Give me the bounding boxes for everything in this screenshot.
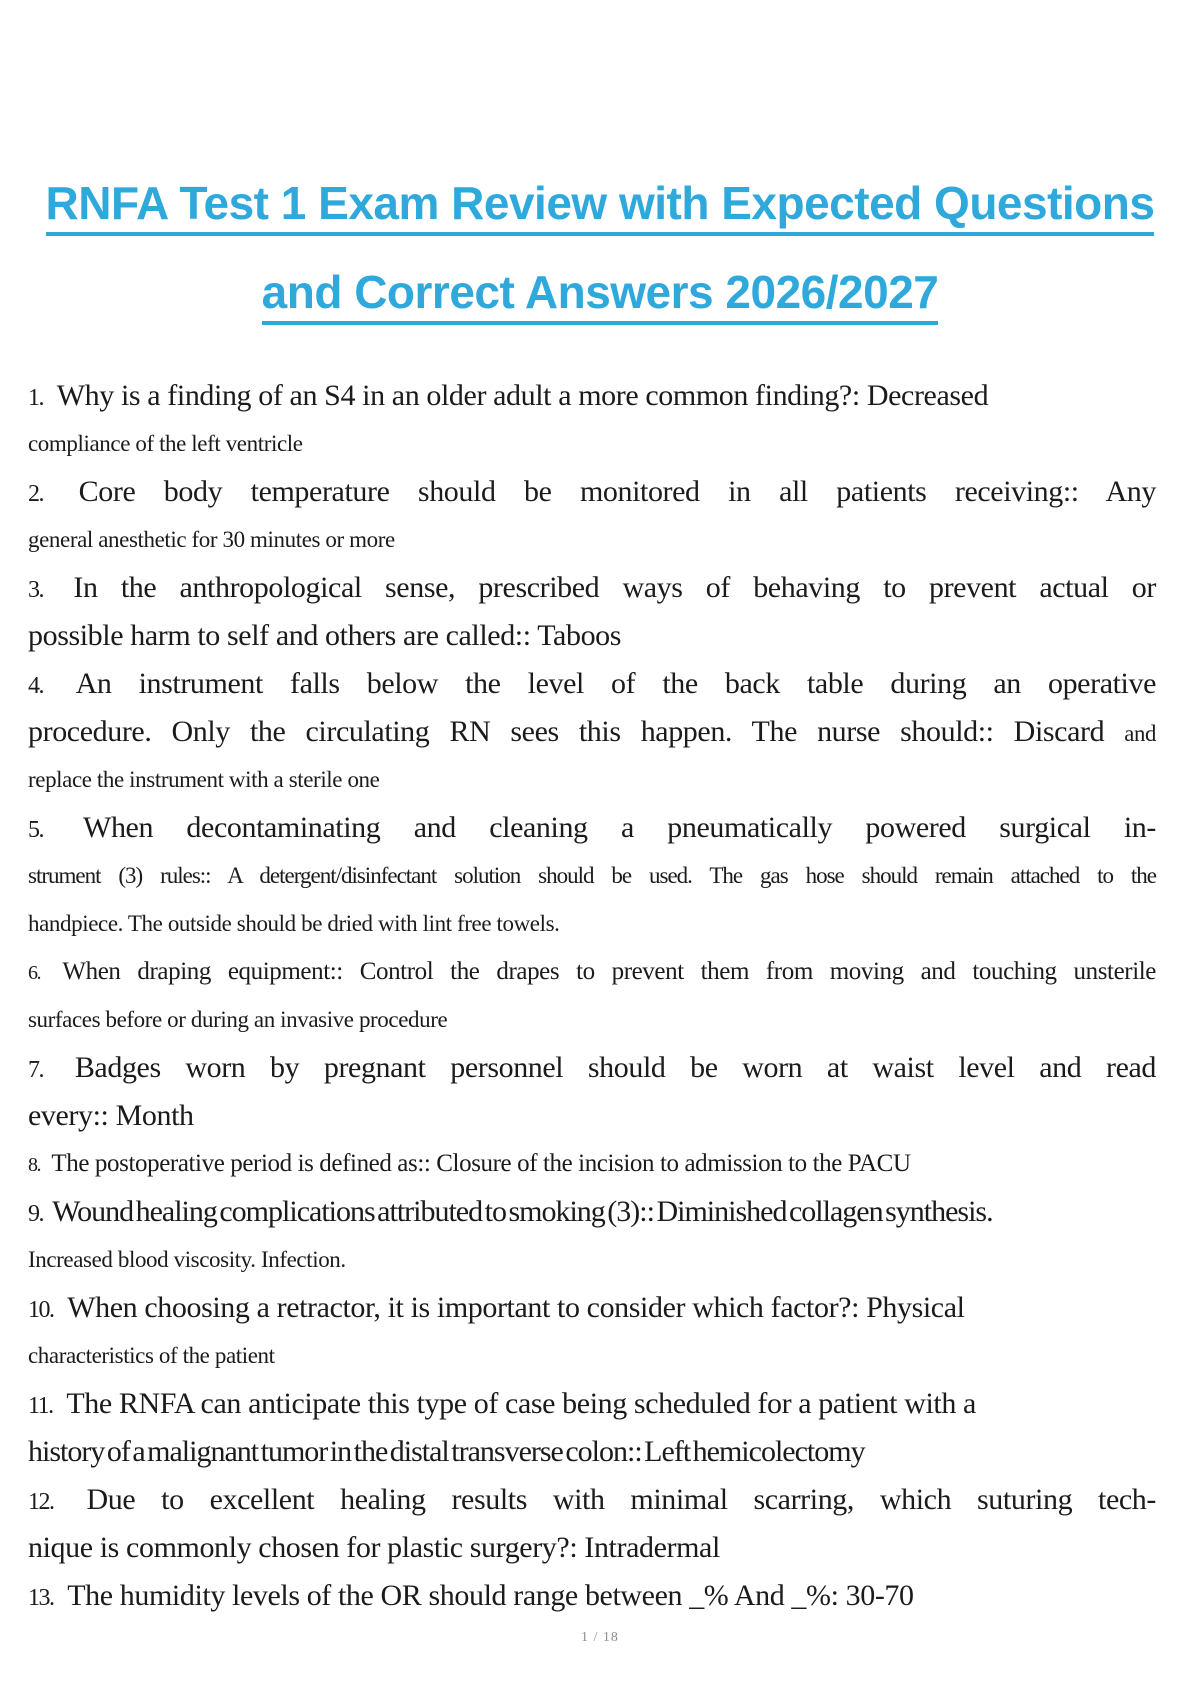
question-line (28, 1332, 1156, 1380)
question-text: In the anthropological sense, prescribed ways of behaving to prevent actual or (73, 571, 1156, 604)
question-line (28, 1044, 1156, 1092)
question-text: An instrument falls below the level of the back table during an operative (75, 667, 1156, 700)
question-text: replace the instrument with a sterile one (28, 767, 380, 792)
question-text: Why is a finding of an S4 in an older adult a more common finding?: Decreased (56, 379, 989, 412)
question-text: Wound healing complications attributed to smoking (3):: Diminished collagen synthesis. (52, 1195, 993, 1228)
question-number: 8. (28, 1154, 40, 1176)
question-text: possible harm to self and others are called:: Taboos (28, 619, 622, 652)
question-text: characteristics of the patient (28, 1343, 275, 1368)
question-line (28, 1092, 1156, 1140)
question-line (28, 1284, 1156, 1332)
question-line (28, 420, 1156, 468)
question-line (28, 1428, 1156, 1476)
question-number: 9. (28, 1201, 43, 1227)
question-line (28, 660, 1156, 708)
question-line (28, 852, 1156, 900)
question-text: handpiece. The outside should be dried with lint free towels. (28, 911, 560, 936)
question-number: 1. (28, 385, 43, 411)
question-number: 3. (28, 577, 43, 603)
question-text: surfaces before or during an invasive procedure (28, 1007, 448, 1032)
question-text: nique is commonly chosen for plastic surgery?: Intradermal (28, 1531, 720, 1564)
question-text: The postoperative period is defined as:: Closure of the incision to admission to the PACU (51, 1150, 911, 1177)
question-line (28, 1572, 1156, 1620)
question-text: The RNFA can anticipate this type of case being scheduled for a patient with a (66, 1387, 976, 1420)
question-line (28, 948, 1156, 996)
title-line-1 (0, 177, 1200, 236)
question-number: 10. (28, 1297, 54, 1323)
title-text-2: and Correct Answers 2026/2027 (262, 269, 939, 325)
question-line (28, 708, 1156, 756)
page-number: 1 / 18 (581, 1630, 619, 1645)
question-text: The humidity levels of the OR should range between _% And _%: 30-70 (67, 1579, 914, 1612)
question-text: procedure. Only the circulating RN sees this happen. The nurse should:: Discard (28, 715, 1105, 748)
question-line (28, 1476, 1156, 1524)
question-text: history of a malignant tumor in the distal transverse colon:: Left hemicolectomy (28, 1435, 865, 1468)
document-title (0, 177, 1200, 358)
question-line (28, 1380, 1156, 1428)
question-text: every:: Month (28, 1099, 194, 1132)
question-text: When decontaminating and cleaning a pneumatically powered surgical in- (83, 811, 1156, 844)
question-line (28, 1524, 1156, 1572)
question-text: strument (3) rules:: A detergent/disinfectant solution should be used. The gas hose should remain attached to the (28, 863, 1156, 888)
question-text: Increased blood viscosity. Infection. (28, 1247, 346, 1272)
question-line (28, 612, 1156, 660)
question-line (28, 564, 1156, 612)
question-number: 11. (28, 1393, 53, 1419)
question-line (28, 1188, 1156, 1236)
question-line (28, 468, 1156, 516)
question-number: 7. (28, 1057, 43, 1083)
question-list (28, 372, 1156, 1620)
question-line (28, 756, 1156, 804)
question-line (28, 1236, 1156, 1284)
question-number: 5. (28, 817, 43, 843)
question-line (28, 996, 1156, 1044)
question-number: 6. (28, 962, 40, 984)
question-text: Due to excellent healing results with minimal scarring, which suturing tech- (86, 1483, 1156, 1516)
question-line (28, 516, 1156, 564)
question-text: Core body temperature should be monitored in all patients receiving:: Any (78, 475, 1156, 508)
question-text: When choosing a retractor, it is important to consider which factor?: Physical (67, 1291, 965, 1324)
question-line (28, 1140, 1156, 1188)
question-text: Badges worn by pregnant personnel should be worn at waist level and read (74, 1051, 1156, 1084)
question-line (28, 804, 1156, 852)
question-number: 4. (28, 673, 43, 699)
question-text: When draping equipment:: Control the drapes to prevent them from moving and touching unsterile (62, 958, 1156, 985)
question-text: general anesthetic for 30 minutes or more (28, 527, 395, 552)
question-number: 2. (28, 481, 43, 507)
question-number: 13. (28, 1585, 54, 1611)
question-line (28, 900, 1156, 948)
question-number: 12. (28, 1489, 54, 1515)
question-text: compliance of the left ventricle (28, 431, 303, 456)
title-text-1: RNFA Test 1 Exam Review with Expected Questions (46, 180, 1155, 236)
question-line (28, 372, 1156, 420)
title-line-2 (0, 266, 1200, 325)
question-text: and (1124, 721, 1156, 746)
